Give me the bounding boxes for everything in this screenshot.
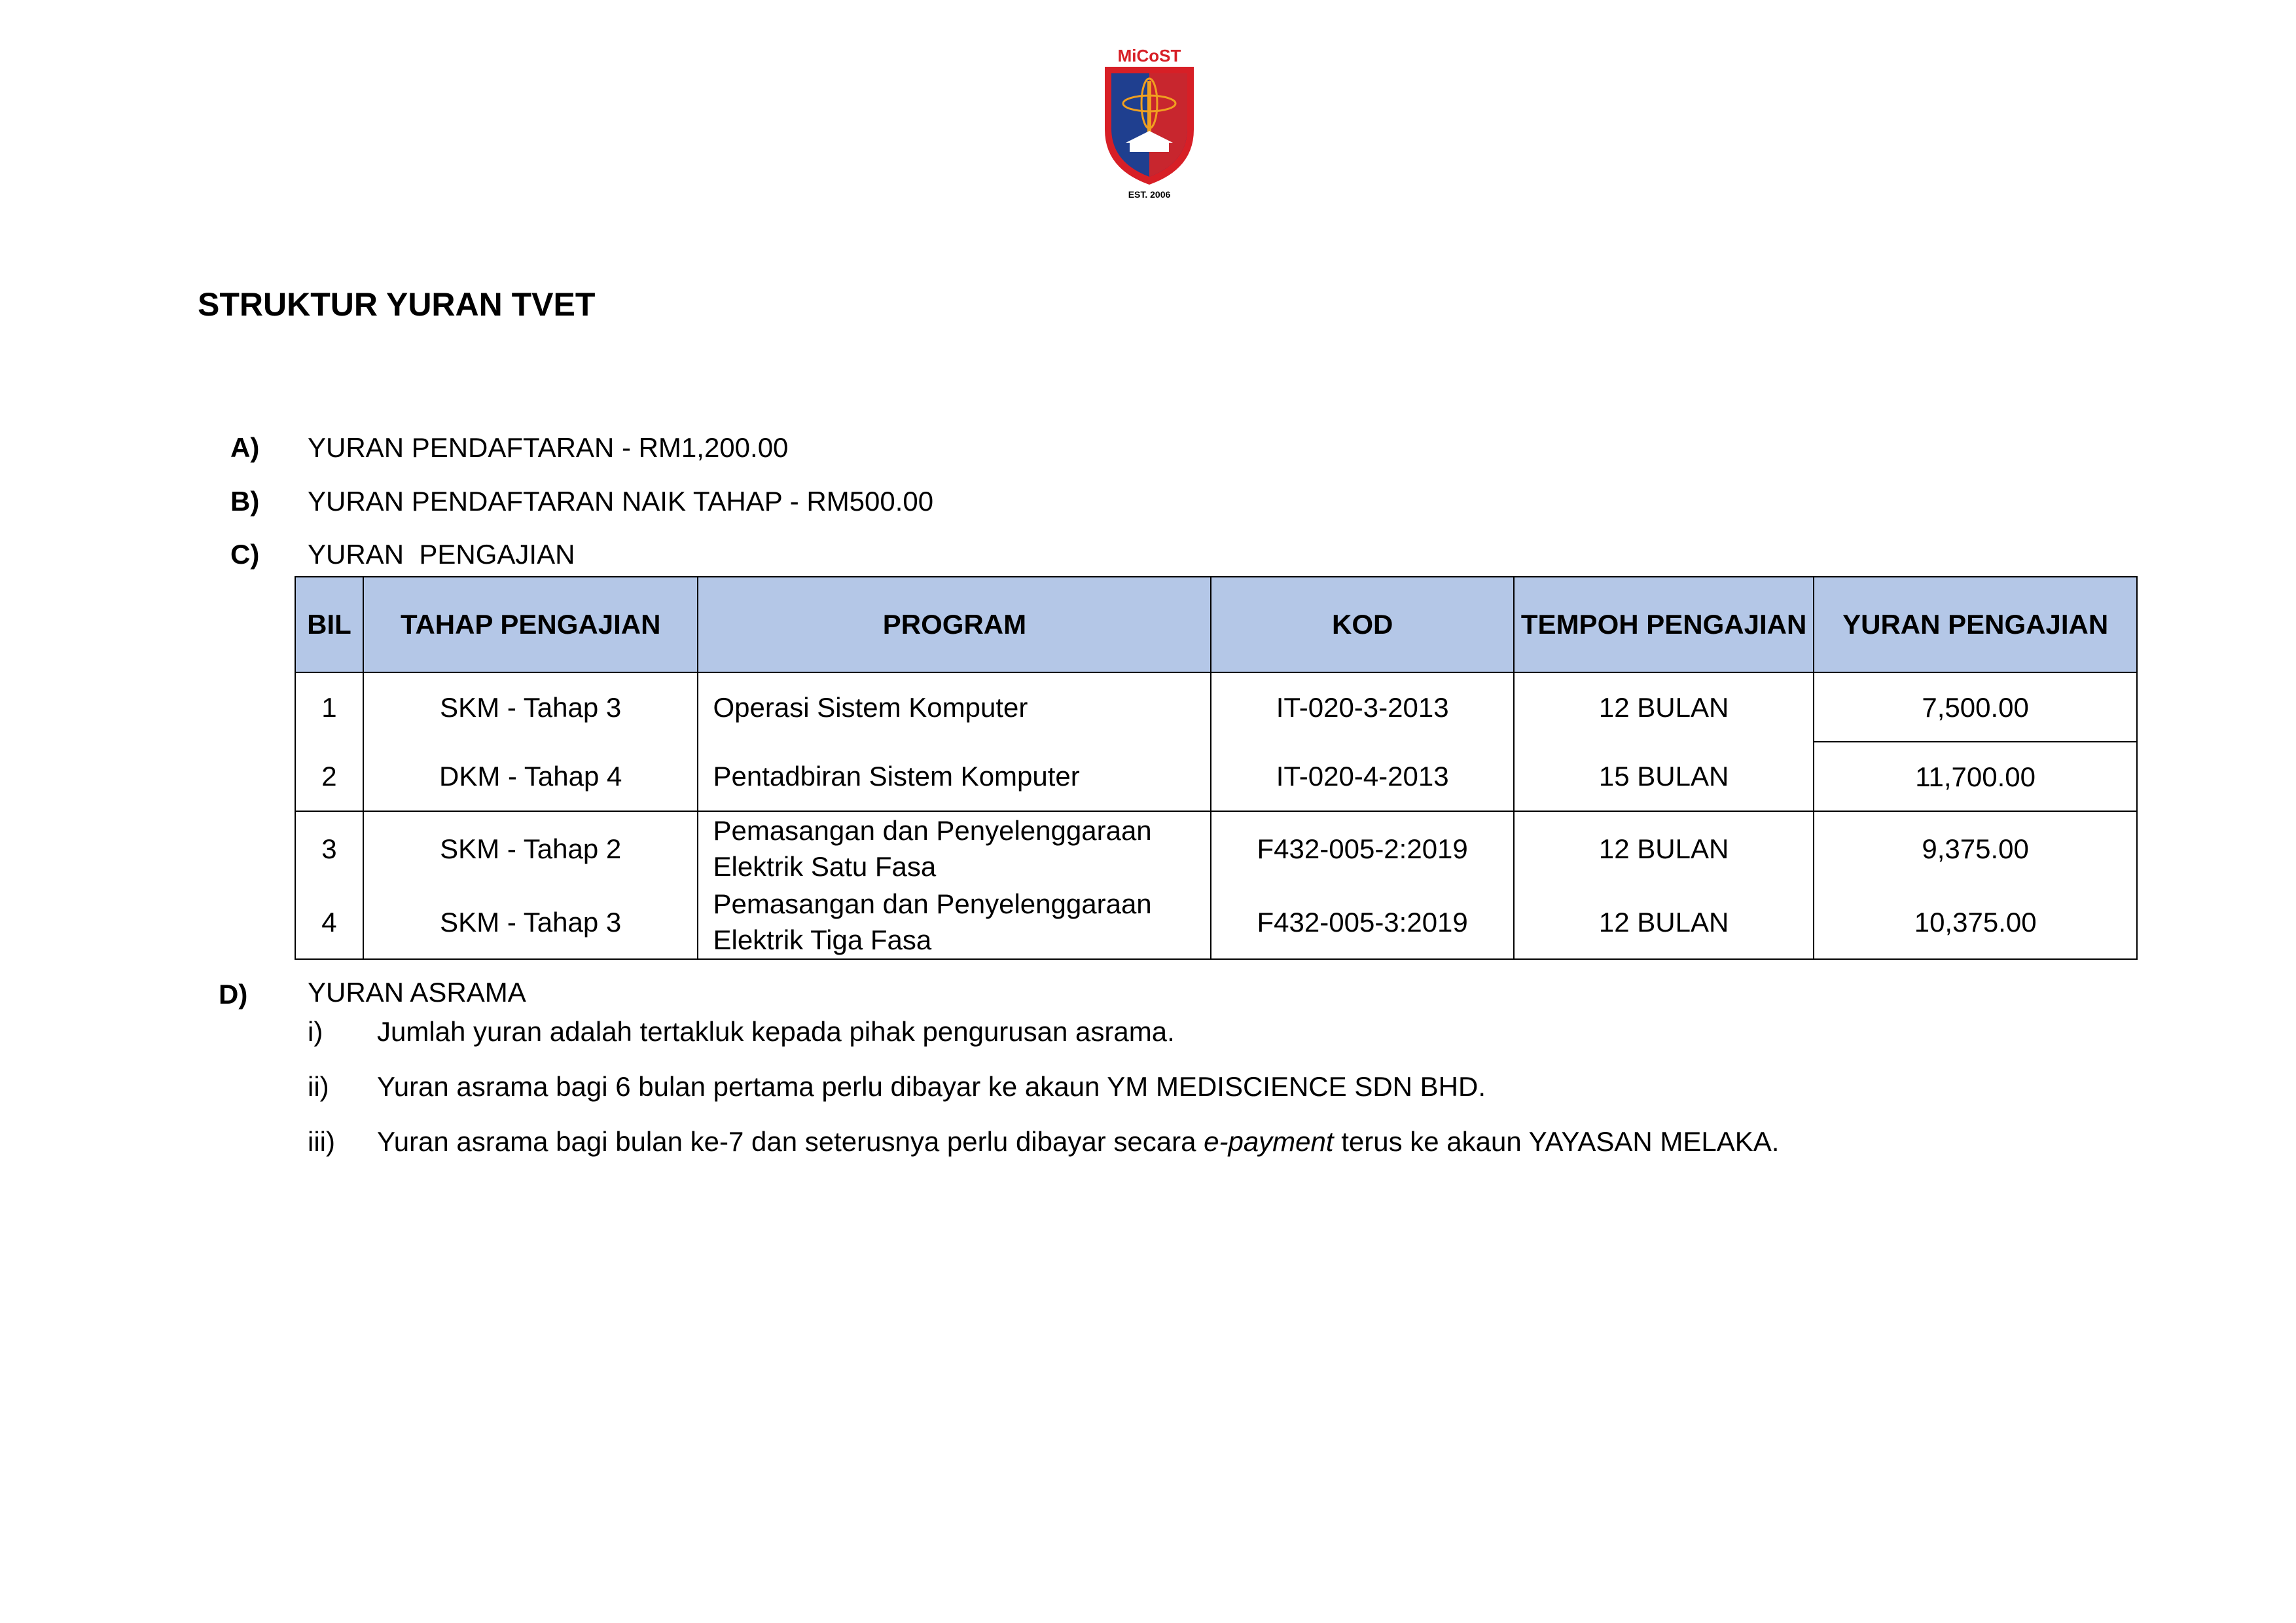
header-yuran: YURAN PENGAJIAN bbox=[1814, 577, 2137, 672]
cell-tahap: SKM - Tahap 3 bbox=[363, 885, 698, 959]
table-row bbox=[295, 672, 2137, 742]
header-kod: KOD bbox=[1211, 577, 1513, 672]
item-c-letter: C) bbox=[230, 539, 260, 570]
item-c-text: YURAN PENGAJIAN bbox=[308, 539, 575, 570]
cell-tempoh: 12 BULAN bbox=[1514, 885, 1814, 959]
cell-yuran: 9,375.00 bbox=[1814, 811, 2137, 885]
svg-text:MiCoST: MiCoST bbox=[1117, 46, 1181, 65]
header-tahap: TAHAP PENGAJIAN bbox=[363, 577, 698, 672]
cell-tempoh: 12 BULAN bbox=[1514, 672, 1814, 742]
cell-program: Pemasangan dan Penyelenggaraan Elektrik Satu Fasa bbox=[698, 811, 1211, 885]
header-bil: BIL bbox=[295, 577, 363, 672]
cell-kod: F432-005-3:2019 bbox=[1211, 885, 1513, 959]
table-row bbox=[295, 742, 2137, 811]
cell-program: Operasi Sistem Komputer bbox=[698, 672, 1211, 742]
cell-tempoh: 15 BULAN bbox=[1514, 742, 1814, 811]
cell-bil: 2 bbox=[295, 742, 363, 811]
item-a-letter: A) bbox=[230, 432, 260, 463]
header-program: PROGRAM bbox=[698, 577, 1211, 672]
cell-tahap: SKM - Tahap 3 bbox=[363, 672, 698, 742]
cell-program: Pentadbiran Sistem Komputer bbox=[698, 742, 1211, 811]
cell-kod: IT-020-4-2013 bbox=[1211, 742, 1513, 811]
cell-kod: IT-020-3-2013 bbox=[1211, 672, 1513, 742]
cell-yuran: 7,500.00 bbox=[1814, 672, 2137, 742]
cell-bil: 1 bbox=[295, 672, 363, 742]
cell-bil: 4 bbox=[295, 885, 363, 959]
table-row bbox=[295, 885, 2137, 959]
header-tempoh: TEMPOH PENGAJIAN bbox=[1514, 577, 1814, 672]
svg-text:EST. 2006: EST. 2006 bbox=[1128, 189, 1171, 200]
item-b-letter: B) bbox=[230, 486, 260, 517]
cell-yuran: 11,700.00 bbox=[1814, 742, 2137, 811]
micost-logo bbox=[1097, 45, 1202, 202]
cell-bil: 3 bbox=[295, 811, 363, 885]
item-d-title: YURAN ASRAMA bbox=[308, 977, 526, 1008]
cell-program: Pemasangan dan Penyelenggaraan Elektrik Tiga Fasa bbox=[698, 885, 1211, 959]
page-title: STRUKTUR YURAN TVET bbox=[198, 286, 596, 323]
item-a-text: YURAN PENDAFTARAN - RM1,200.00 bbox=[308, 432, 789, 463]
cell-yuran: 10,375.00 bbox=[1814, 885, 2137, 959]
cell-tahap: DKM - Tahap 4 bbox=[363, 742, 698, 811]
cell-tempoh: 12 BULAN bbox=[1514, 811, 1814, 885]
table-header-row bbox=[295, 577, 2137, 672]
table-row bbox=[295, 811, 2137, 885]
item-d-letter: D) bbox=[219, 979, 248, 1010]
cell-kod: F432-005-2:2019 bbox=[1211, 811, 1513, 885]
cell-tahap: SKM - Tahap 2 bbox=[363, 811, 698, 885]
fee-table bbox=[295, 576, 2138, 960]
item-b-text: YURAN PENDAFTARAN NAIK TAHAP - RM500.00 bbox=[308, 486, 934, 517]
